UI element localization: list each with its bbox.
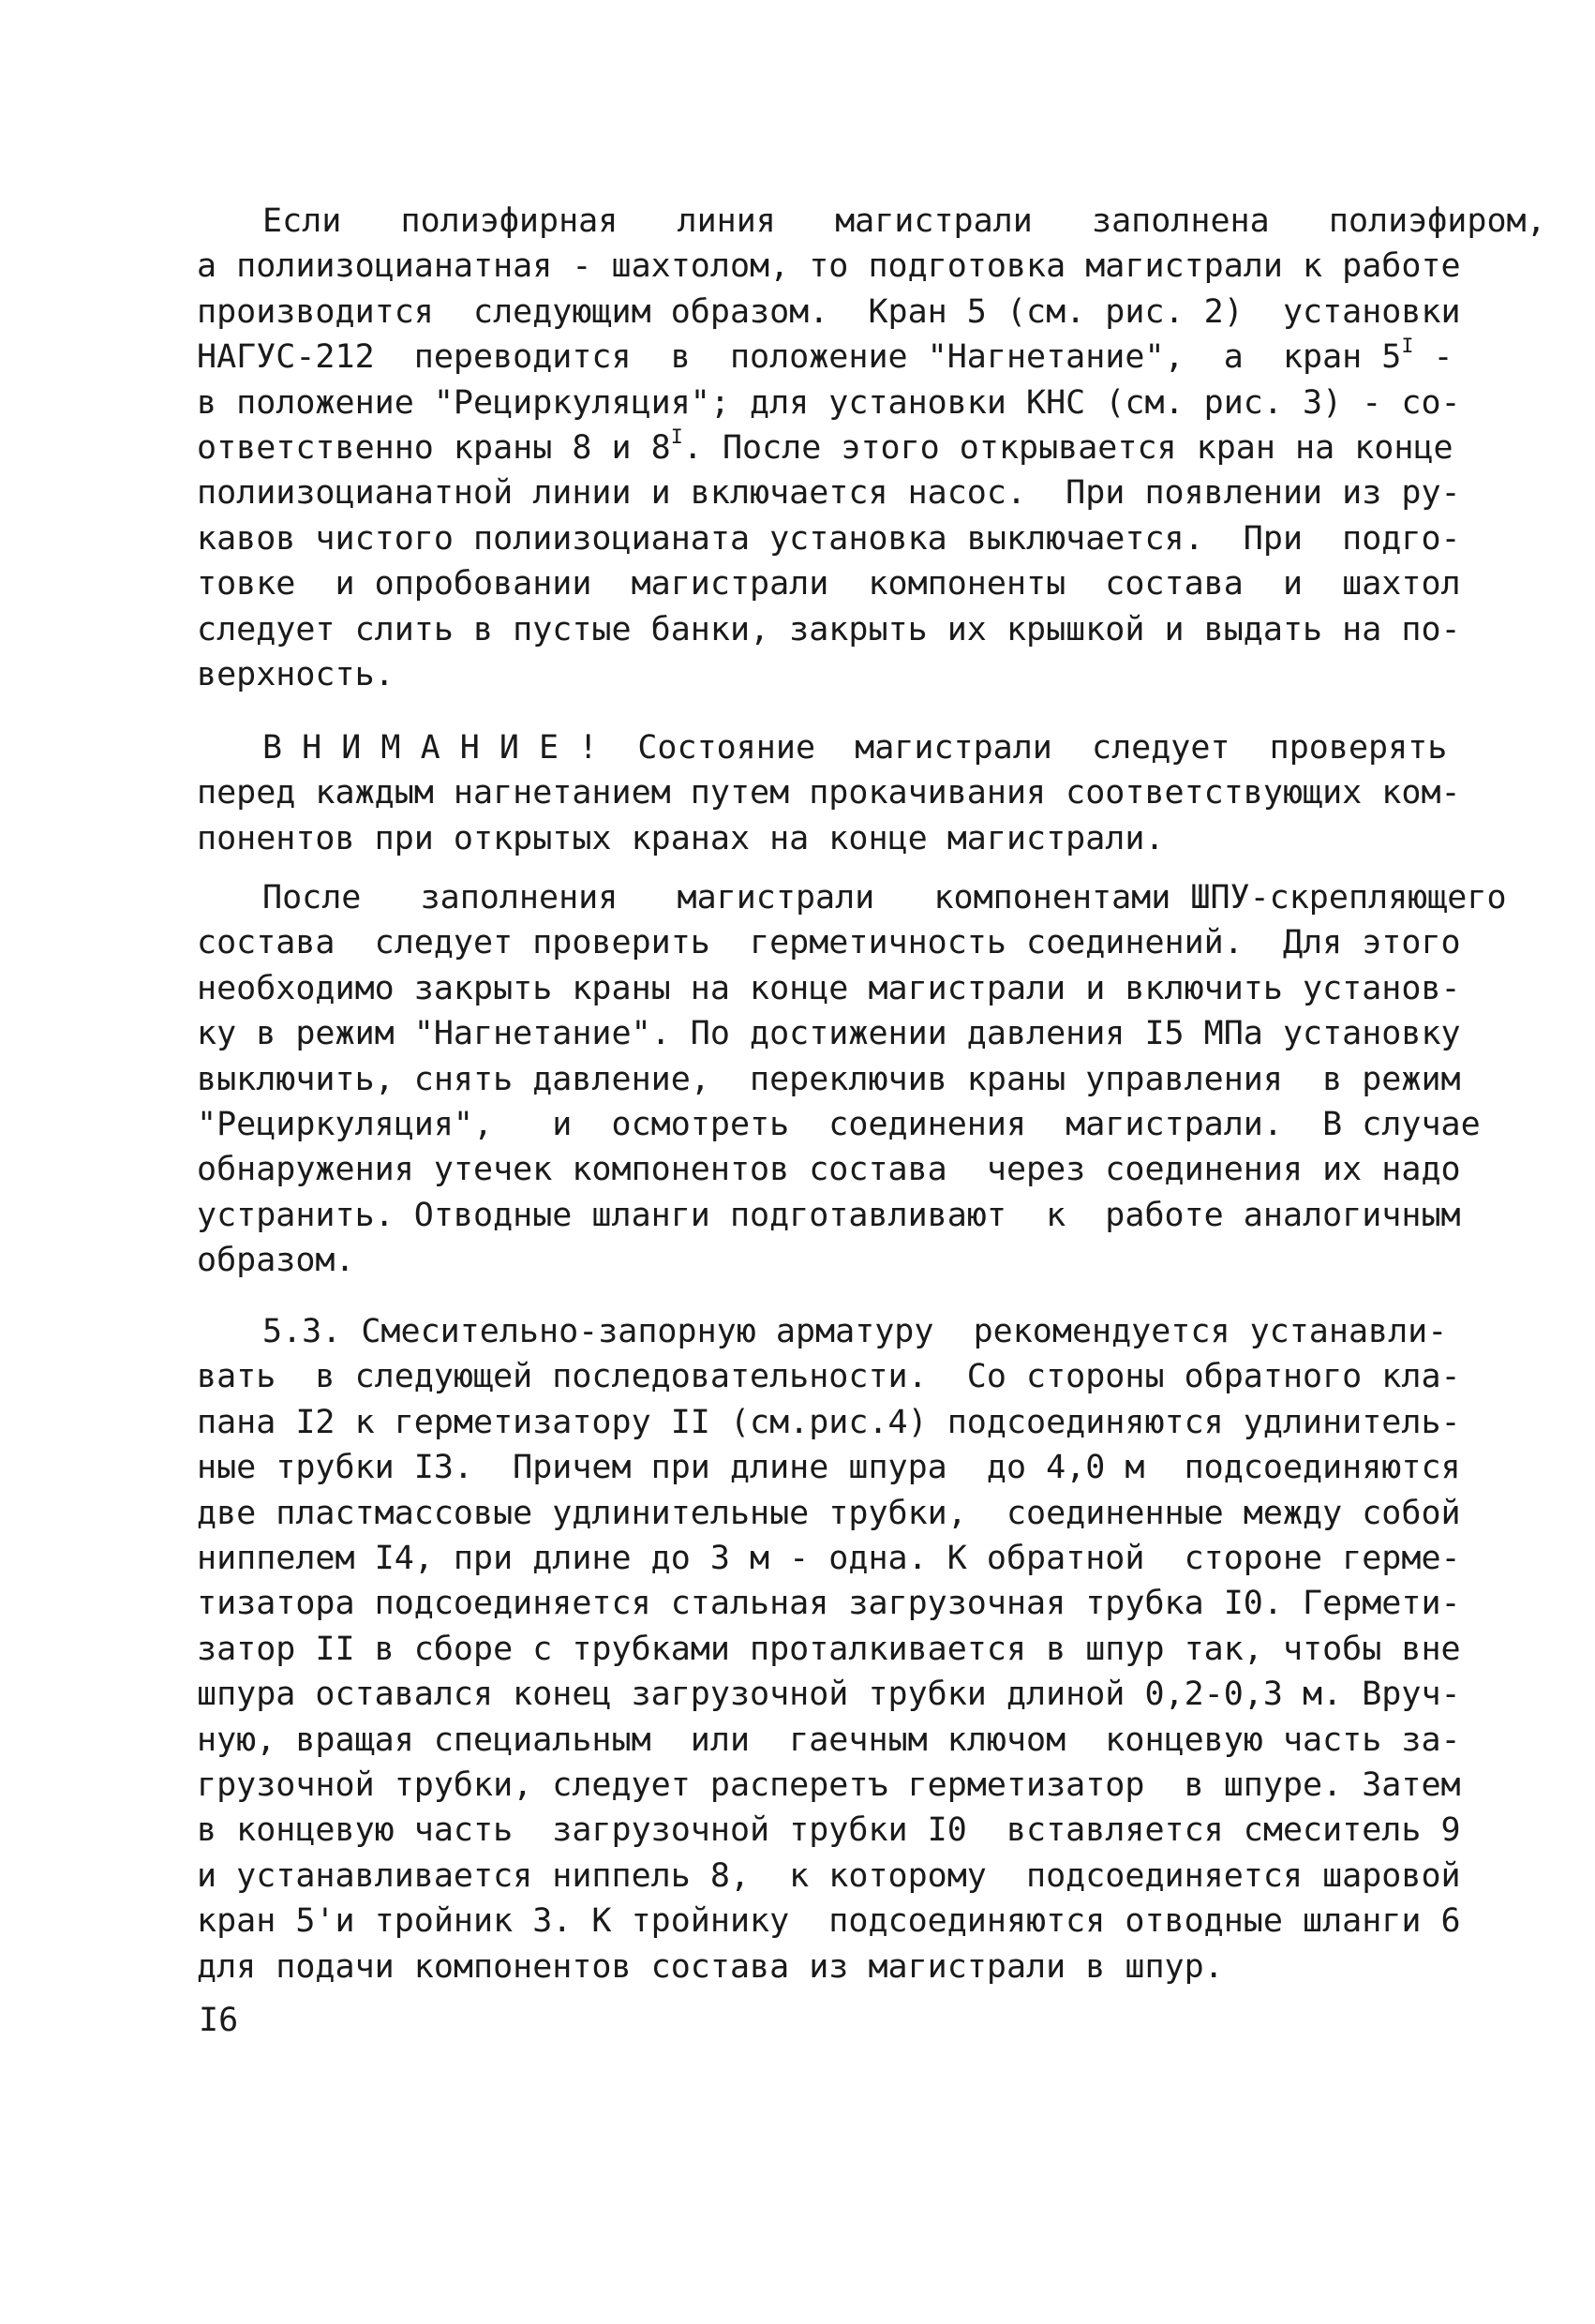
text-line: две пластмассовые удлинительные трубки, соединенные между собой — [197, 1494, 1461, 1532]
text-line: вать в следующей последовательности. Со стороны обратного кла- — [197, 1358, 1461, 1396]
text-line: кран 5'и тройник 3. К тройнику подсоединяются отводные шланги 6 — [197, 1902, 1461, 1941]
text-line: пана I2 к герметизатору II (см.рис.4) подсоединяются удлинитель- — [197, 1403, 1461, 1441]
text-line: "Рециркуляция", и осмотреть соединения магистрали. В случае — [197, 1106, 1481, 1144]
text-line: ную, вращая специальным или гаечным ключом концевую часть за- — [197, 1721, 1461, 1759]
text-line: устранить. Отводные шланги подготавливают к работе аналогичным — [197, 1196, 1461, 1234]
text-line: полиизоцианатной линии и включается насос. При появлении из ру- — [197, 474, 1461, 513]
superscript-roman-one: I — [670, 425, 683, 450]
text-line-part: НАГУС-212 переводится в положение "Нагнетание", а кран 5 — [197, 338, 1402, 377]
superscript-roman-one: I — [1401, 335, 1414, 359]
text-line: в положение "Рециркуляция"; для установки КНС (см. рис. 3) - со- — [197, 383, 1461, 422]
text-line: 5.3. Смесительно-запорную арматуру рекомендуется устанавли- — [262, 1313, 1448, 1350]
text-line — [197, 335, 1453, 380]
text-line: в концевую часть загрузочной трубки I0 вставляется смеситель 9 — [197, 1811, 1461, 1850]
text-line: выключить, снять давление, переключив краны управления в режим — [197, 1060, 1461, 1098]
text-line: ку в режим "Нагнетание". По достижении давления I5 МПа установку — [197, 1015, 1461, 1053]
text-line: и устанавливается ниппель 8, к которому подсоединяется шаровой — [197, 1856, 1461, 1895]
page-number: I6 — [199, 2002, 239, 2039]
text-line: обнаружения утечек компонентов состава через соединения их надо — [197, 1151, 1461, 1189]
text-line — [197, 425, 1453, 470]
paragraph-3 — [197, 875, 1507, 1284]
text-line: Если полиэфирная линия магистрали заполнена полиэфиром, — [262, 202, 1546, 240]
text-line: В Н И М А Н И Е ! Состояние магистрали следует проверять — [262, 729, 1448, 767]
text-line: верхность. — [197, 656, 395, 694]
text-line-part: - — [1413, 338, 1453, 377]
text-line-part: ответственно краны 8 и 8 — [197, 429, 671, 468]
text-line: понентов при открытых кранах на конце магистрали. — [197, 819, 1165, 857]
paragraph-4-section-5-3 — [197, 1309, 1461, 1989]
text-line: для подачи компонентов состава из магистрали в шпур. — [197, 1947, 1224, 1986]
paragraph-1 — [197, 199, 1546, 697]
text-line: перед каждым нагнетанием путем прокачивания соответствующих ком- — [197, 774, 1461, 812]
text-line: кавов чистого полиизоцианата установка выключается. При подго- — [197, 519, 1461, 558]
text-line: следует слить в пустые банки, закрыть их крышкой и выдать на по- — [197, 610, 1461, 648]
text-line: а полиизоцианатная - шахтолом, то подготовка магистрали к работе — [197, 247, 1461, 286]
text-line: тизатора подсоединяется стальная загрузочная трубка I0. Гермети- — [197, 1585, 1461, 1623]
paragraph-2-warning — [197, 725, 1461, 861]
text-line: После заполнения магистрали компонентами ШПУ-скрепляющего — [262, 879, 1507, 916]
text-line: товке и опробовании магистрали компоненты состава и шахтол — [197, 565, 1461, 603]
text-line: шпура оставался конец загрузочной трубки длиной 0,2-0,3 м. Вруч- — [197, 1676, 1461, 1714]
text-line: необходимо закрыть краны на конце магистрали и включить установ- — [197, 969, 1461, 1007]
text-line: затор II в сборе с трубками проталкивается в шпур так, чтобы вне — [197, 1630, 1461, 1668]
text-line-part: . После этого открывается кран на конце — [682, 429, 1453, 468]
text-line: ниппелем I4, при длине до 3 м - одна. К обратной стороне герме- — [197, 1540, 1461, 1578]
text-line: ные трубки I3. Причем при длине шпура до 4,0 м подсоединяются — [197, 1449, 1461, 1487]
text-line: образом. — [197, 1242, 355, 1280]
text-line: производится следующим образом. Кран 5 (см. рис. 2) установки — [197, 292, 1461, 331]
text-line: грузочной трубки, следует расперетъ герметизатор в шпуре. Затем — [197, 1766, 1461, 1805]
text-line: состава следует проверить герметичность соединений. Для этого — [197, 924, 1461, 962]
